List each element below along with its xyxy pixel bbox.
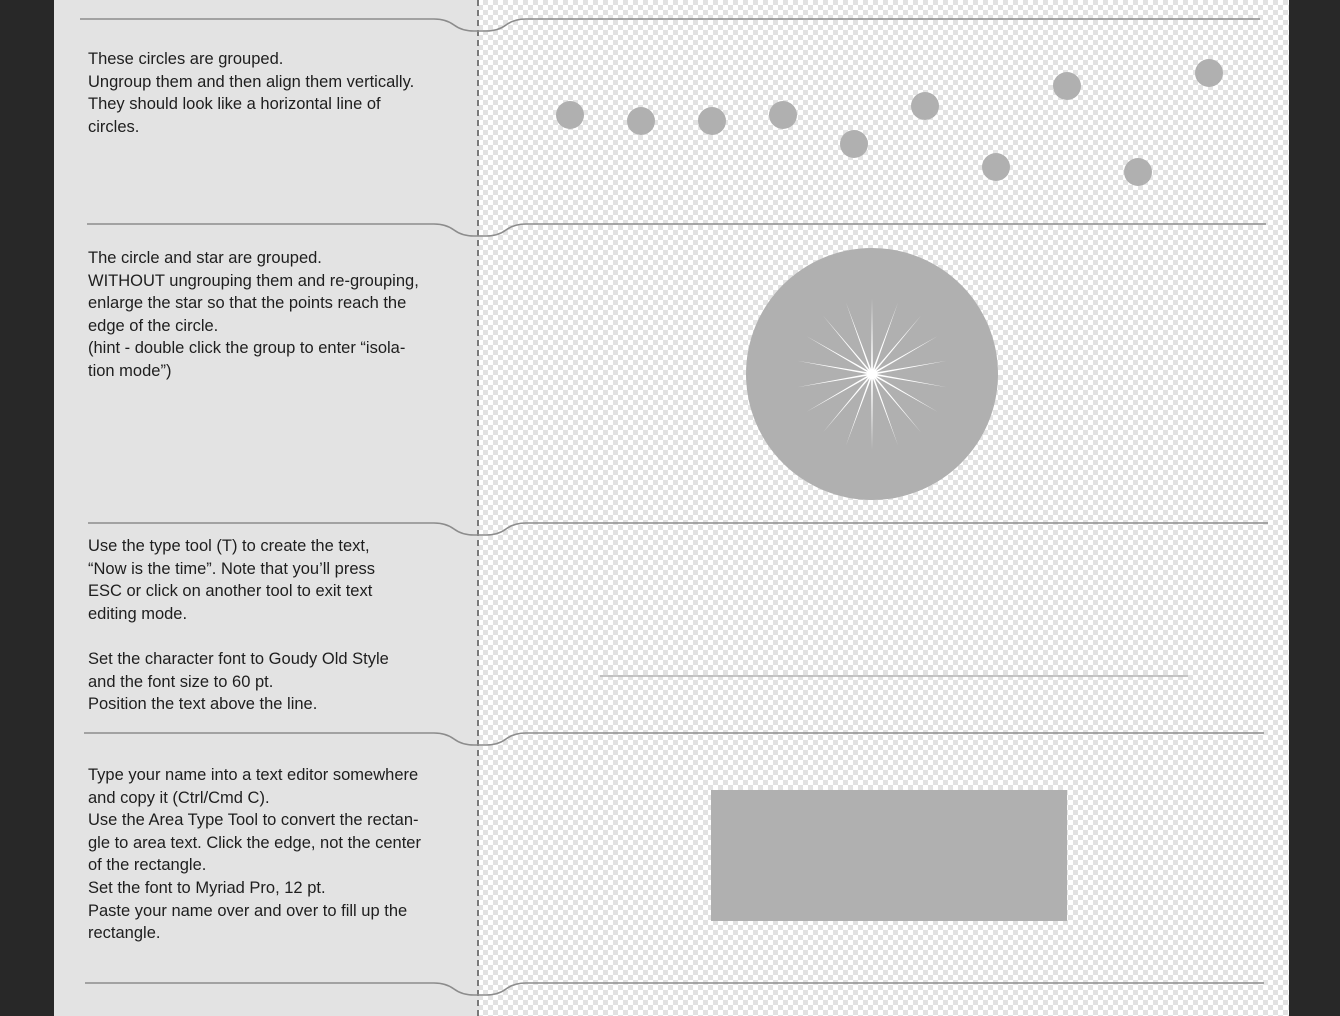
instruction-line: and copy it (Ctrl/Cmd C).	[88, 788, 270, 807]
circle-shape[interactable]	[698, 107, 726, 135]
instruction-line: The circle and star are grouped.	[88, 249, 322, 267]
instruction-line: Position the text above the line.	[88, 695, 318, 714]
instruction-line: ESC or click on another tool to exit text	[88, 582, 373, 601]
circle-shape[interactable]	[627, 107, 655, 135]
instruction-ungroup-circles	[88, 48, 468, 138]
circle-star-group[interactable]	[746, 248, 998, 500]
instruction-line: circles.	[88, 117, 140, 136]
circle-shape[interactable]	[982, 153, 1010, 181]
instruction-line: editing mode.	[88, 604, 188, 623]
instruction-line: edge of the circle.	[88, 316, 219, 335]
instruction-line: enlarge the star so that the points reach the	[88, 294, 407, 313]
area-type-rectangle[interactable]	[711, 790, 1067, 921]
panel-divider-dashed-line	[477, 0, 479, 1016]
instruction-line: rectangle.	[88, 924, 161, 943]
instruction-line: Use the Area Type Tool to convert the rectan-	[88, 811, 419, 830]
instruction-line: (hint - double click the group to enter “isola-	[88, 339, 406, 358]
circle-shape[interactable]	[1053, 72, 1081, 100]
instruction-line: Paste your name over and over to fill up the	[88, 901, 408, 920]
instruction-line: They should look like a horizontal line of	[88, 95, 381, 114]
artboard	[54, 0, 1289, 1016]
instruction-line: Type your name into a text editor somewhere	[88, 766, 419, 784]
circle-shape[interactable]	[769, 101, 797, 129]
instruction-line: Set the character font to Goudy Old Style	[88, 649, 389, 668]
instruction-line: WITHOUT ungrouping them and re-grouping,	[88, 271, 419, 290]
circle-shape[interactable]	[911, 92, 939, 120]
instruction-line: and the font size to 60 pt.	[88, 672, 274, 691]
circle-shape[interactable]	[1195, 59, 1223, 87]
instruction-line: Set the font to Myriad Pro, 12 pt.	[88, 878, 326, 897]
instruction-area-type	[88, 764, 468, 945]
circle-shape[interactable]	[1124, 158, 1152, 186]
instruction-line: tion mode”)	[88, 361, 172, 380]
circle-shape[interactable]	[556, 101, 584, 129]
instruction-line: Ungroup them and then align them vertically.	[88, 72, 415, 91]
instruction-isolation-mode	[88, 247, 468, 383]
instruction-line: gle to area text. Click the edge, not the center	[88, 833, 421, 852]
paragraph-gap	[88, 625, 468, 648]
instruction-line: These circles are grouped.	[88, 50, 284, 68]
circle-shape[interactable]	[840, 130, 868, 158]
instruction-line: Use the type tool (T) to create the text,	[88, 537, 370, 555]
instruction-type-tool	[88, 535, 468, 716]
instruction-line: “Now is the time”. Note that you’ll press	[88, 559, 376, 578]
instruction-line: of the rectangle.	[88, 856, 207, 875]
